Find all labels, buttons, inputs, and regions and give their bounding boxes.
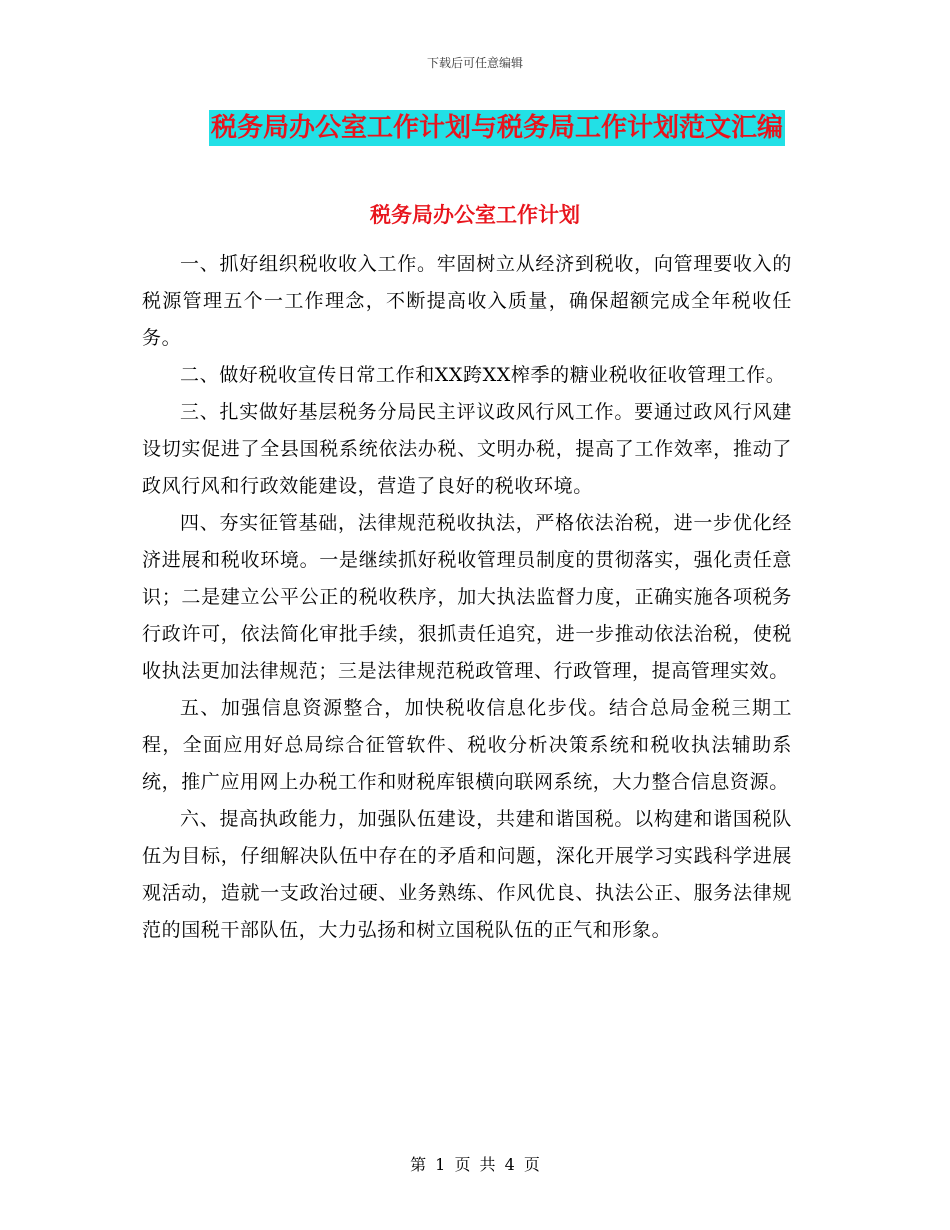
header-note: 下载后可任意编辑: [426, 56, 523, 70]
document-title-container: [0, 110, 950, 146]
document-title: 税务局办公室工作计划与税务局工作计划范文汇编: [209, 110, 785, 146]
paragraph-1: 一、抓好组织税收收入工作。牢固树立从经济到税收，向管理要收入的税源管理五个一工作理念，不断提高收入质量，确保超额完成全年税收任务。: [142, 253, 792, 349]
paragraph-6: 六、提高执政能力，加强队伍建设，共建和谐国税。以构建和谐国税队伍为目标，仔细解决队伍中存在的矛盾和问题，深化开展学习实践科学进展观活动，造就一支政治过硬、业务熟练、作风优良、执法公正、服务法律规范的国税干部队伍，大力弘扬和树立国税队伍的正气和形象。: [142, 808, 792, 941]
paragraph-5: 五、加强信息资源整合，加快税收信息化步伐。结合总局金税三期工程，全面应用好总局综合征管软件、税收分析决策系统和税收执法辅助系统，推广应用网上办税工作和财税库银横向联网系统，大力整合信息资源。: [142, 697, 792, 793]
paragraph-3: 三、扎实做好基层税务分局民主评议政风行风工作。要通过政风行风建设切实促进了全县国税系统依法办税、文明办税，提高了工作效率，推动了政风行风和行政效能建设，营造了良好的税收环境。: [142, 401, 792, 497]
section-title: 税务局办公室工作计划: [370, 202, 580, 227]
paragraph-2: 二、做好税收宣传日常工作和XX跨XX榨季的糖业税收征收管理工作。: [180, 364, 786, 386]
page-number-footer: 第 1 页 共 4 页: [410, 1155, 540, 1174]
document-body: [142, 246, 792, 949]
paragraph-4: 四、夯实征管基础，法律规范税收执法，严格依法治税，进一步优化经济进展和税收环境。一是继续抓好税收管理员制度的贯彻落实，强化责任意识；二是建立公平公正的税收秩序，加大执法监督力度，正确实施各项税务行政许可，依法简化审批手续，狠抓责任追究，进一步推动依法治税，使税收执法更加法律规范；三是法律规范税政管理、行政管理，提高管理实效。: [142, 512, 792, 682]
